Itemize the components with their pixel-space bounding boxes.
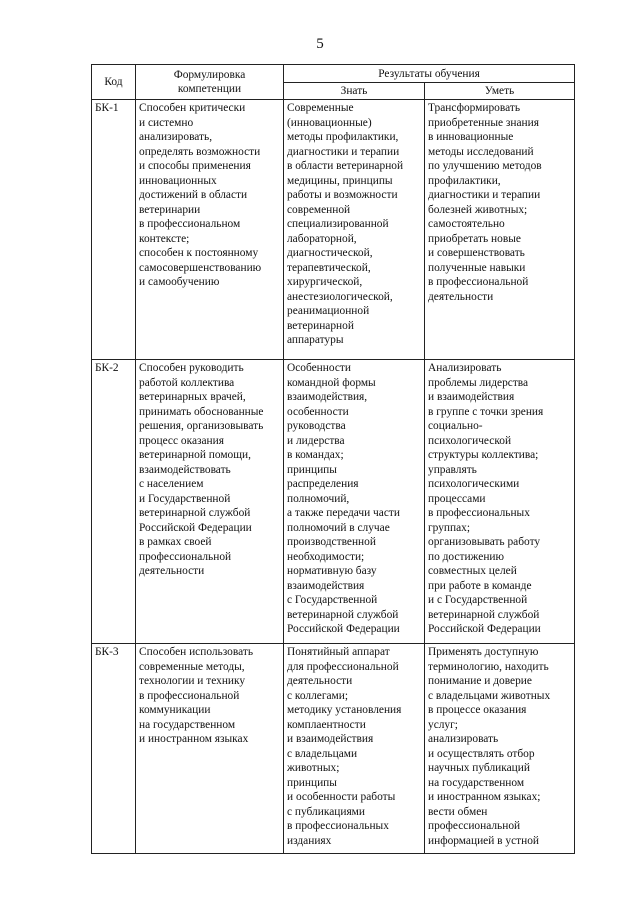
row-code: БК-1 [92, 100, 136, 360]
header-know: Знать [284, 83, 425, 100]
page-number: 5 [316, 36, 324, 52]
row-formulation: Способен использовать современные методы, технологии и технику в профессиональной коммуникации на государственном и иностранном языках [136, 644, 284, 854]
row-skill: Применять доступную терминологию, находить понимание и доверие с владельцами животных в процессе оказания услуг; анализировать и осуществлять отбор научных публикаций на государственном и иностранном языках; вести обмен профессиональной информацией в устной [425, 644, 575, 854]
header-skill: Уметь [425, 83, 575, 100]
header-code: Код [92, 65, 136, 100]
header-results: Результаты обучения [284, 65, 575, 83]
row-skill: Трансформировать приобретенные знания в инновационные методы исследований по улучшению методов профилактики, диагностики и терапии болезней животных; самостоятельно приобретать новые и совершенствовать полученные навыки в профессиональной деятельности [425, 100, 575, 360]
table-row [92, 360, 575, 644]
row-formulation: Способен руководить работой коллектива ветеринарных врачей, принимать обоснованные решения, организовывать процесс оказания ветеринарной помощи, взаимодействовать с населением и Государственной ветеринарной службой Российской Федерации в рамках своей профессиональной деятельности [136, 360, 284, 644]
table-row [92, 100, 575, 360]
row-know: Особенности командной формы взаимодействия, особенности руководства и лидерства в командах; принципы распределения полномочий, а также передачи части полномочий в случае производственной необходимости; нормативную базу взаимодействия с Государственной ветеринарной службой Российской Федерации [284, 360, 425, 644]
header-formulation: Формулировка компетенции [136, 65, 284, 100]
row-know: Современные (инновационные) методы профилактики, диагностики и терапии в области ветеринарной медицины, принципы работы и возможности современной специализированной лабораторной, диагностической, терапевтической, хирургической, анестезиологической, реанимационной ветеринарной аппаратуры [284, 100, 425, 360]
row-code: БК-3 [92, 644, 136, 854]
row-skill: Анализировать проблемы лидерства и взаимодействия в группе с точки зрения социально- психологической структуры коллектива; управлять психологическими процессами в профессиональных группах; организовывать работу по достижению совместных целей при работе в команде и с Государственной ветеринарной службой Российской Федерации [425, 360, 575, 644]
table-row [92, 644, 575, 854]
row-formulation: Способен критически и системно анализировать, определять возможности и способы применения инновационных достижений в области ветеринарии в профессиональном контексте; способен к постоянному самосовершенствованию и самообучению [136, 100, 284, 360]
competency-table [91, 64, 575, 854]
row-code: БК-2 [92, 360, 136, 644]
row-know: Понятийный аппарат для профессиональной деятельности с коллегами; методику установления комплаентности и взаимодействия с владельцами животных; принципы и особенности работы с публикациями в профессиональных изданиях [284, 644, 425, 854]
